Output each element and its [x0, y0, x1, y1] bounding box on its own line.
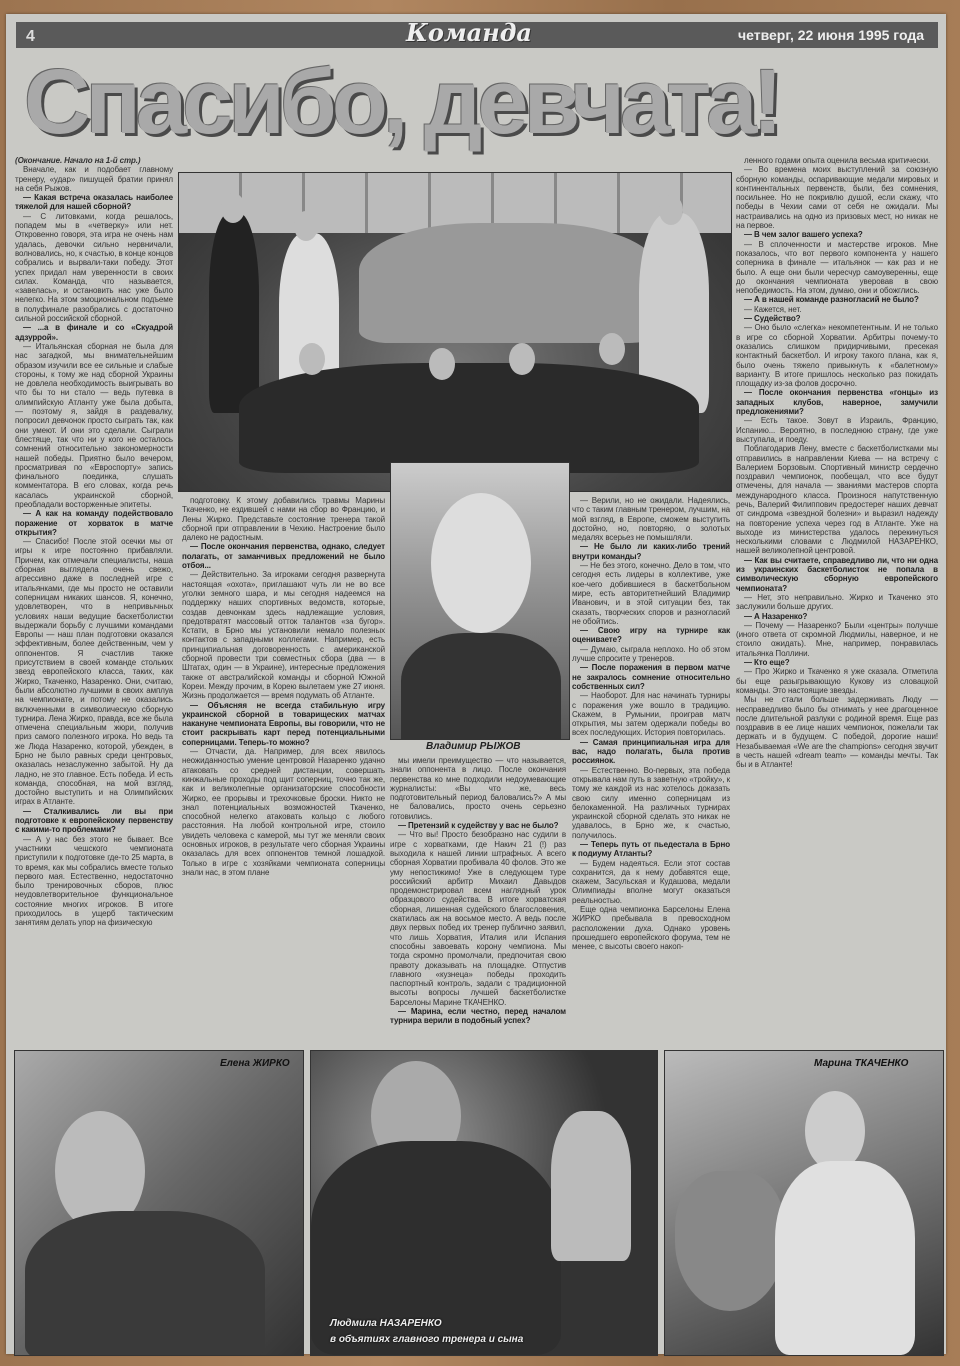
- interview-question: — А в нашей команде разногласий не было?: [744, 295, 919, 305]
- article-paragraph: — Наоборот. Для нас начинать турниры с поражения уже вошло в традицию. Скажем, в Румынии, проиграв матч открытия, мы затем одержали победы во всех последующих. История повторилась.: [572, 691, 730, 738]
- interview-question: — Судейство?: [744, 314, 801, 324]
- article-paragraph: Поблагодарив Лену, вместе с баскетболистками мы отправились в направлении Киева — на встречу с Валерием Борзовым. Спортивный министр сердечно поздравил чемпионок, пообещал, что все будут отмечены, для начала — званиями мастеров спорта международного класса. Произнося напутственную речь, Валерий Филиппович предостерег наших девчат от синдрома «звездной болезни» и выразил надежду на повторение успеха через год в Атланте. Уже на выходе из министерства удалось перекинуться несколькими словами с Людмилой НАЗАРЕНКО, нашей великолепной центровой.: [736, 444, 938, 556]
- article-paragraph: — Спасибо! После этой осечки мы от игры к игре постоянно прибавляли. Причем, как отмечали специалисты, наша сборная выглядела очень свежо, агрессивно даже в последней игре с итальянками, где мы просто не оставили соперницам никаких шансов. Я, конечно, удовлетворен, что в непривычных условиях наши ведущие баскетболистки выдержали борьбу с лучшими командами Европы — наш план подготовки оказался эффективным, более действенным, чем у оппонентов. Я счастлив также присутствием в своей команде стольких звезд европейского класса, таких, как Жирко, Ткаченко, Назаренко. Они, считаю, были абсолютно лучшими в своих амплуа на чемпионате, и потому не оказались включенными в символическую сборную турнира. Лена Жирко, правда, все же была отмечена специальным жюри, получив приз самого полезного игрока. Но ведь та же Люда Назаренко, которой, убежден, в Брно не было равных среди центровых, оказалась незаслуженно забытой. Ну да ладно, не это главное. Есть победа. И есть команда, способная, на мой взгляд, достойно выступить и на Олимпийских играх в Атланте.: [15, 537, 173, 807]
- interview-question: — Претензий к судейству у вас не было?: [398, 821, 559, 831]
- article-column-5: [736, 156, 938, 770]
- interview-question: — А Назаренко?: [744, 611, 808, 621]
- article-paragraph: — Во времена моих выступлений за союзную сборную команды, оспаривающие медали мировых и континентальных первенств, были, без сомнения, посильнее. Но не покривлю душой, если скажу, что победы в Чехии сами от себя не ожидали. Мы настраивались на одно из призовых мест, но никак не на первое.: [736, 165, 938, 231]
- interview-question: — Сталкивались ли вы при подготовке к европейскому первенству с какими-то проблемами?: [15, 806, 173, 835]
- article-paragraph: — Естественно. Во-первых, эта победа открывала нам путь в заветную «тройку», к тому же каждой из нас хотелось доказать свою силу именно соперницам из белокаменной. На различных турнирах украинской сборной сделать это никак не удавалось, в Брно же, к счастью, получилось.: [572, 765, 730, 840]
- article-paragraph: — Думаю, сыграла неплохо. Но об этом лучше спросите у тренеров.: [572, 644, 730, 664]
- interview-question: — Кто еще?: [744, 658, 790, 668]
- portrait-caption: Владимир РЫЖОВ: [426, 741, 521, 752]
- article-paragraph: (Окончание. Начало на 1-й стр.): [15, 156, 141, 165]
- article-paragraph: ленного годами опыта оценила весьма критически.: [744, 156, 931, 165]
- zhirko-photo: [14, 1050, 304, 1356]
- article-column-1: [15, 156, 173, 928]
- interview-question: — Не было ли каких-либо трений внутри команды?: [572, 542, 730, 561]
- article-paragraph: Вначале, как и подобает главному тренеру, «удар» пишущей братии принял на себя Рыжов.: [15, 165, 173, 193]
- interview-question: — Марина, если честно, перед началом турнира верили в подобный успех?: [390, 1007, 566, 1026]
- tkachenko-caption: Марина ТКАЧЕНКО: [814, 1058, 909, 1069]
- article-paragraph: — А у нас без этого не бывает. Все участники чешского чемпионата приступили к подготовке где-то 25 марта, в то время, как мы собрались вместе только первого мая. Естественно, недостаточно было тренировочных сборов, плюс неудовлетворительное функциональное состояние многих игроков. В итоге приходилось в ущерб тактическим занятиям делать упор на физическую: [15, 834, 173, 928]
- issue-date: четверг, 22 июня 1995 года: [738, 27, 924, 43]
- article-paragraph: мы имели преимущество — что называется, знали оппонента в лицо. После окончания первенства ко мне подходили недоумевающие журналисты: «Вы что же, весь подготовительный период баловались?» А мы не баловались, просто очень серьезно готовились.: [390, 756, 566, 821]
- article-paragraph: — Итальянская сборная не была для нас загадкой, мы внимательнейшим образом изучили все ее сильные и слабые стороны, к тому же над сборной Украины не довлела необходимость выигрывать во что бы то ни стало — ведь путевка в олимпийскую Атланту уже была добыта, — поэтому я, зайдя в раздевалку, попросил девчонок просто сыграть так, как они умеют. И они это сделали. Сыграли блестяще, так что ни у кого не осталось сомнений относительно закономерности нашей победы. Приятно было вечером, просматривая по «Евроспорту» запись финального поединка, слушать комментатора. В его словах, когда речь касалась украинской сборной, преобладали восторженные эпитеты.: [15, 341, 173, 509]
- nazarenko-photo: [310, 1050, 658, 1356]
- article-paragraph: — Кажется, нет.: [744, 304, 802, 314]
- article-paragraph: — Про Жирко и Ткаченко я уже сказала. Отметила бы еще разыгрывающую Кукову из словацкой команды. Это настоящие звезды.: [736, 667, 938, 695]
- interview-question: — А как на команду подействовало поражение от хорваток в матче открытия?: [15, 509, 173, 537]
- nazarenko-caption-text: в объятиях главного тренера и сына: [330, 1334, 524, 1345]
- article-column-3: [390, 756, 566, 1026]
- tkachenko-photo: [664, 1050, 944, 1356]
- interview-question: — ...а в финале и со «Скуадрой адзуррой».: [15, 323, 173, 342]
- article-paragraph: — Оно было «слегка» некомпетентным. И не только в игре со сборной Хорватии. Арбитры почему-то оказались слишком придирчивыми, пресекая контактный баскетбол. И игроку такого плана, как я, было очень тяжело привыкнуть к «балетному» варианту. В итоге пришлось несколько раз покидать площадку из-за фолов досрочно.: [736, 323, 938, 389]
- article-paragraph: — Нет, это неправильно. Жирко и Ткаченко это заслужили больше других.: [736, 592, 938, 612]
- article-paragraph: Еще одна чемпионка Барселоны Елена ЖИРКО пребывала в превосходном расположении духа. Однако уровень прошедшего европейского форума, тем не менее, с высоты своего накоп-: [572, 905, 730, 952]
- article-paragraph: Мы не стали больше задерживать Люду — несправедливо было бы отнимать у нее драгоценное после длительной разлуки с родиной время. Еще раз поздравив в ее лице наших чемпионок, пожелали так держать и в будущем. С победой, дорогие наши! Незабываемая «We are the champions» сегодня звучит в честь нашей «dream team» — команды мечты. Так бы и в Атланте!: [736, 695, 938, 770]
- article-paragraph: подготовку. К этому добавились травмы Марины Ткаченко, не ездившей с нами на сбор во Францию, и Лены Жирко. Представьте состояние тренера такой сборной при отправлении в Чехию. Настроение было далеко не радостным.: [182, 496, 385, 543]
- headline: Спасибо, девчата!: [24, 51, 779, 153]
- ryzhov-portrait: [390, 462, 570, 740]
- interview-question: — После поражения в первом матче не закралось сомнение относительно собственных сил?: [572, 663, 730, 691]
- zhirko-caption: Елена ЖИРКО: [220, 1058, 290, 1069]
- article-paragraph: — Отчасти, да. Например, для всех явилось неожиданностью умение центровой Назаренко удачно атаковать со средней дистанции, совершать кинжальные проходы под щит соперниц, точно так же, как и великолепные организаторские способности Жирко, ее прорывы и трехочковые броски. Никто не знал потенциальных возможностей Ткаченко, способной нелегко атаковать кольцо с любого расстояния. На любой контрольной игре, стоило увидеть человека с камерой, мы тут же меняли своих основных игроков, в результате чего сборная Украины оказалась для всех оппонентов темной лошадкой. Только в игре с хозяйками чемпионата соперницы знали нас, в этом плане: [182, 747, 385, 877]
- interview-question: — Самая принципиальная игра для вас, надо полагать, была против россиянок.: [572, 737, 730, 766]
- interview-question: — Какая встреча оказалась наиболее тяжелой для нашей сборной?: [15, 193, 173, 212]
- article-paragraph: — Что вы! Просто безобразно нас судили в игре с хорватками, где Накич 21 (!) раз выходила к нашей линии штрафных. А всего сборная Хорватии пробивала 40 фолов. Это же уму непостижимо! Уже в следующем туре российский арбитр Михаил Давыдов продемонстрировал всем наглядный урок образцового судейства. В итоге хорватская сборная, лишенная судейского благословения, скатилась аж на восьмое место. А ведь после двух первых побед их тренер публично заявил, что лишь Хорватия, Италия или Испания способны завоевать корону чемпиона. Мы тогда скромно промолчали, предпочитая свою правоту доказывать на площадке. Отпустив главного «кузнеца» победы проходить паспортный контроль, задали с традиционной высоты вопросы лучшей баскетболистке Барселоны Марине ТКАЧЕНКО.: [390, 830, 566, 1007]
- interview-question: — После окончания первенства, однако, следует полагать, от заманчивых предложений не было отбоя...: [182, 542, 385, 571]
- article-paragraph: — Будем надеяться. Если этот состав сохранится, да к нему добавятся еще, скажем, Засульская и Кудашова, медали Олимпиады вполне могут оказаться реальностью.: [572, 858, 730, 905]
- interview-question: — Объясняя не всегда стабильную игру украинской сборной в товарищеских матчах накануне чемпионата Европы, вы говорили, что не стоит раскрывать карт перед потенциальными соперницами. Теперь-то можно?: [182, 700, 385, 747]
- interview-question: — После окончания первенства «гонцы» из западных клубов, наверное, замучили предложениями?: [736, 388, 938, 417]
- article-paragraph: — С литовками, когда решалось, попадем мы в «четверку» или нет. Откровенно говоря, эта игра не очень нам удалась, девочки сильно нервничали, волновались, но, к счастью, в конце концов собрались и вырвали-таки победу. Этот успех придал нам уверенности в своих силах. Команда, что называется, «завелась», и остановить нас уже было нелегко. На этом эмоциональном подъеме в полуфинале разобрались с достаточно сильной российской сборной.: [15, 211, 173, 324]
- article-paragraph: — Не без этого, конечно. Дело в том, что сегодня есть лидеры в коллективе, уже кое-чего добившиеся в баскетбольном мире, есть авторитетнейший Владимир Иванович, и в этой ситуации без, так сказать, творческих споров и разногласий не обойтись.: [572, 561, 730, 626]
- team-photo: [178, 172, 732, 492]
- newspaper-logo: Команда: [406, 18, 532, 47]
- article-paragraph: — Верили, но не ожидали. Надеялись, что с таким главным тренером, лучшим, на мой взгляд, в Европе, сможем выступить достойно, но, повторяю, о золотых медалях всерьез не помышляли.: [572, 496, 730, 543]
- article-paragraph: — В сплоченности и мастерстве игроков. Мне показалось, что вот первого компонента у нашего соперника в финале — итальянок — как раз и не было. А еще они были чересчур самоуверенны, еще до окончания чемпионата уверовав в свою непобедимость. На этом, думаю, они и обожглись.: [736, 239, 938, 296]
- nazarenko-caption-name: Людмила НАЗАРЕНКО: [330, 1318, 442, 1329]
- article-paragraph: — Действительно. За игроками сегодня развернута настоящая «охота», приглашают чуть ли не во все уголки земного шара, и мы сегодня надеемся на поддержку наших спортивных ведомств, которые, создав девчонкам здесь надлежащие условия, предотвратят массовый отток талантов «за бугор». Кстати, в Брно мы установили немало полезных контактов с западными коллегами. Например, есть принципиальная договоренность с американской сборной провести три совместных сбора (два — в Штатах, один — в Украине), интересные предложения также от австралийской команды и сборной Южной Кореи. Между прочим, в Корею вылетаем уже 27 июня. Жизнь продолжается — время подумать об Атланте.: [182, 570, 385, 701]
- newspaper-page: [6, 14, 946, 1354]
- article-column-2: [182, 496, 385, 877]
- interview-question: — Теперь путь от пьедестала в Брно к подиуму Атланты?: [572, 839, 730, 859]
- article-paragraph: — Есть такое. Зовут в Израиль, Францию, Испанию... Вероятно, в последнюю страну, где уже выступала, и поеду.: [736, 416, 938, 444]
- interview-question: — В чем залог вашего успеха?: [744, 230, 863, 240]
- article-paragraph: — Почему — Назаренко? Были «центры» получше (иного ответа от скромной Людмилы, наверное, и не стоило ожидать). Мне, например, понравилась итальянка Поллини.: [736, 620, 938, 658]
- interview-question: — Свою игру на турнире как оцениваете?: [572, 626, 730, 645]
- page-number: 4: [26, 28, 35, 45]
- interview-question: — Как вы считаете, справедливо ли, что ни одна из украинских баскетболисток не попала в символическую сборную европейского чемпионата?: [736, 555, 938, 593]
- article-column-4: [572, 496, 730, 952]
